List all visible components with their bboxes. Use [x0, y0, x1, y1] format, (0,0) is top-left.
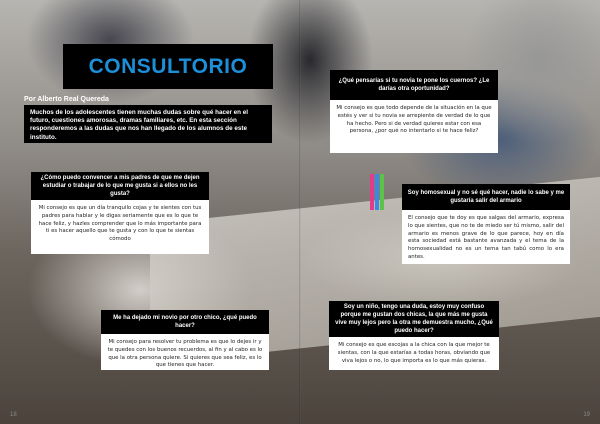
question-box: Me ha dejado mi novio por otro chico, ¿qué puedo hacer? — [101, 310, 269, 334]
section-title: CONSULTORIO — [88, 54, 248, 78]
background-markers — [370, 170, 390, 210]
page-number-left: 18 — [10, 412, 17, 418]
answer-box: Mi consejo para resolver tu problema es que lo dejes ir y te quedes con los buenos recuerdos, al fin y al cabo es lo que la otra persona quiere. Si quieres que sea feliz, es lo que tienes que hacer. — [101, 334, 269, 370]
author-byline: Por Alberto Real Quereda — [24, 96, 109, 103]
question-box: ¿Cómo puedo convencer a mis padres de que me dejen estudiar o trabajar de lo que me gusta si a ellos no les gusta? — [31, 172, 209, 200]
answer-box: El consejo que te doy es que salgas del armario, expresa lo que sientes, que no te de miedo ser tú mismo, salir del armario es menos grave de lo que parece, hoy en día esta sociedad está bastante avanzada y el tema de la homosexualidad no es un tema tan tabú como lo era antes. — [402, 210, 570, 264]
intro-text: Muchos de los adolescentes tienen muchas dudas sobre qué hacer en el futuro, cuestiones amorosas, dramas familiares, etc. En esta sección responderemos a las dudas que nos han llegado de los alumnos de este instituto. — [24, 105, 272, 143]
question-box: ¿Qué pensarías si tu novia te pone los cuernos? ¿Le darías otra oportunidad? — [330, 70, 498, 100]
answer-box: Mi consejo es que escojas a la chica con la que mejor te sientas, con la que estarías a todas horas, obviando que viva lejos o no, lo que importa es lo que más quieras. — [329, 337, 499, 370]
question-box: Soy homosexual y no sé qué hacer, nadie lo sabe y me gustaría salir del armario — [402, 184, 570, 210]
page-fold — [299, 0, 301, 424]
section-title-box — [63, 44, 273, 89]
answer-box: Mi consejo es que todo depende de la situación en la que estés y ver si tu novia se arrepiente de verdad de lo que ha hecho. Pero si de verdad quieres estar con esa persona, ¿por qué no intentarlo si te hace feliz? — [330, 100, 498, 153]
page-number-right: 19 — [583, 412, 590, 418]
answer-box: Mi consejo es que un día tranquilo cojas y te sientes con tus padres para hablar y le digas seriamente que es lo que te hace feliz, y hazles comprender que lo más importante para ti es hacer aquello que te gusta y con lo que te sientas cómodo — [31, 200, 209, 254]
question-box: Soy un niño, tengo una duda, estoy muy confuso porque me gustan dos chicas, la que más me gusta vive muy lejos pero la otra me demuestra mucho, ¿Qué puedo hacer? — [329, 301, 499, 337]
